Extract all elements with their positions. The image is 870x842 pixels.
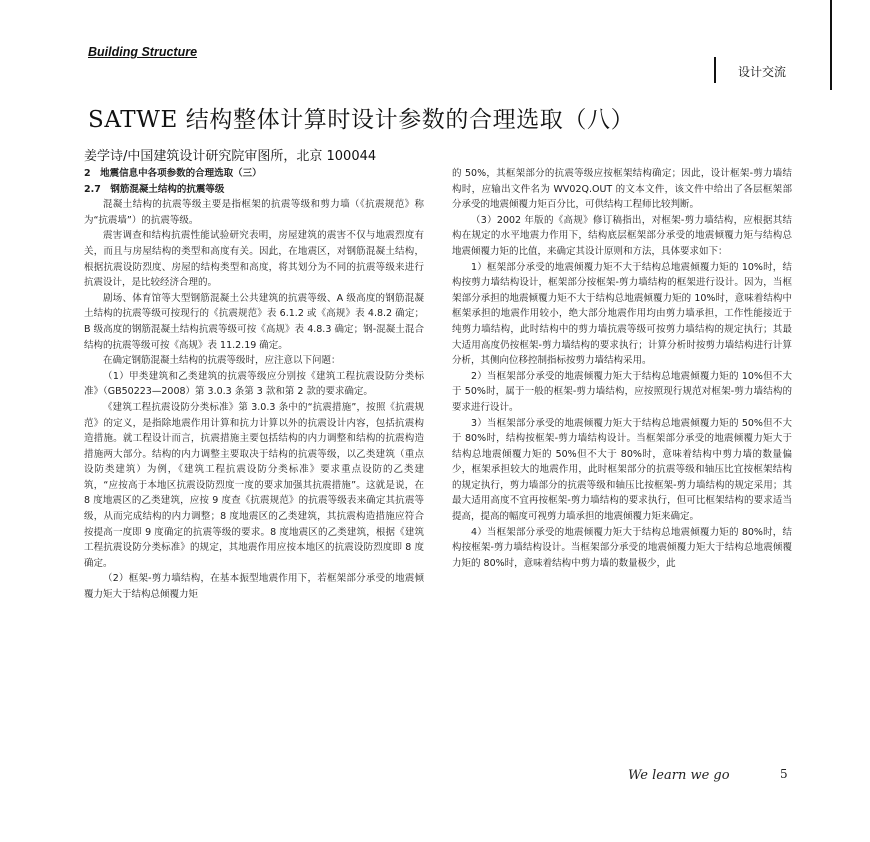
journal-name: Building Structure xyxy=(88,45,198,59)
paragraph: （2）框架-剪力墙结构，在基本振型地震作用下，若框架部分承受的地震倾覆力矩大于结构总倾覆力矩 xyxy=(84,573,424,601)
paragraph: 剧场、体育馆等大型钢筋混凝土公共建筑的抗震等级、A 级高度的钢筋混凝土结构的抗震等级可按现行的《抗震规范》表 6.1.2 或《高规》表 4.8.2 确定；B 级高度的钢筋混凝土结构抗震等级可按《高规》表 4.8.3 确定；钢-混凝土混合结构的抗震等级可按《高规》表 11.2.19 确定。 xyxy=(84,292,424,351)
list-item: 2）当框架部分承受的地震倾覆力矩大于结构总地震倾覆力矩的 10%但不大于 50%时，属于一般的框架-剪力墙结构，应按照现行规范对框架-剪力墙结构的要求进行设计。 xyxy=(452,370,792,413)
paragraph: 《建筑工程抗震设防分类标准》第 3.0.3 条中的“抗震措施”，按照《抗震规范》的定义，是指除地震作用计算和抗力计算以外的抗震设计内容，包括抗震构造措施。就工程设计而言，抗震措施主要包括结构的内力调整和结构的抗震构造措施两大部分。结构的内力调整主要取决于结构的抗震等级，以乙类建筑（重点设防类建筑）为例，《建筑工程抗震设防分类标准》要求重点设防的乙类建筑，“应按高于本地区抗震设防烈度一度的要求加强其抗震措施”。这就是说，在 8 度地震区的乙类建筑，应按 9 度查《抗震规范》的抗震等级表来确定其抗震等级，从而完成结构的内力调整；8 度地震区的乙类建筑，其抗震构造措施应符合按提高一度即 9 度确定的抗震等级的要求。8 度地震区的乙类建筑，根据《建筑工程抗震设防分类标准》的规定，其地震作用应按本地区的抗震设防烈度即 8 度确定。 xyxy=(84,401,424,569)
section-tag: 设计交流 xyxy=(738,65,787,79)
list-item: 1）框架部分承受的地震倾覆力矩不大于结构总地震倾覆力矩的 10%时，结构按剪力墙结构设计，框架部分按框架-剪力墙结构的框架进行设计。因为，当框架部分承担的地震倾覆力矩不大于结构总地震倾覆力矩的 10%时，意味着结构中框架承担的地震作用较小，绝大部分地震作用均由剪力墙承担，工作性能接近于纯剪力墙结构，此时结构中的剪力墙抗震等级可按剪力墙结构的规定执行；其最大适用高度仍按框架-剪力墙结构的要求执行；计算分析时按剪力墙结构进行计算分析，其侧向位移控制指标按剪力墙结构采用。 xyxy=(452,261,792,367)
left-column xyxy=(84,166,424,603)
paragraph: （3）2002 年版的《高规》修订稿指出，对框架-剪力墙结构，应根据其结构在规定的水平地震力作用下，结构底层框架部分承受的地震倾覆力矩与结构总地震倾覆力矩的比值，来确定其设计原则和方法，具体要求如下： xyxy=(452,214,792,257)
header-divider-vertical xyxy=(830,0,832,90)
section-tag-rule xyxy=(714,57,716,83)
article-title: SATWE 结构整体计算时设计参数的合理选取（八） xyxy=(88,107,635,133)
paragraph: 在确定钢筋混凝土结构的抗震等级时，应注意以下问题： xyxy=(103,355,341,367)
paragraph: 震害调查和结构抗震性能试验研究表明，房屋建筑的震害不仅与地震烈度有关，而且与房屋结构的类型和高度有关。因此，在地震区，对钢筋混凝土结构，根据抗震设防烈度、房屋的结构类型和高度，将其划分为不同的抗震等级来进行抗震设计，是比较经济合理的。 xyxy=(84,230,424,289)
subsection-heading: 2.7 钢筋混凝土结构的抗震等级 xyxy=(84,183,225,195)
page-number: 5 xyxy=(780,767,788,781)
list-item: 3）当框架部分承受的地震倾覆力矩大于结构总地震倾覆力矩的 50%但不大于 80%时，结构按框架-剪力墙结构设计。当框架部分承受的地震倾覆力矩大于结构总地震倾覆力矩的 50%但不大于 80%时，意味着结构中剪力墙的数量偏少，框架承担较大的地震作用，此时框架部分的抗震等级和轴压比宜按框架结构的规定执行，剪力墙部分的抗震等级和轴压比按框架-剪力墙结构的规定采用；其最大适用高度不宜再按框架-剪力墙结构的要求执行，但可比框架结构的要求适当提高，提高的幅度可视剪力墙承担的地震倾覆力矩来确定。 xyxy=(452,417,792,523)
paragraph: （1）甲类建筑和乙类建筑的抗震等级应分别按《建筑工程抗震设防分类标准》（GB50223—2008）第 3.0.3 条第 3 款和第 2 款的要求确定。 xyxy=(84,370,424,398)
paragraph: 混凝土结构的抗震等级主要是指框架的抗震等级和剪力墙（《抗震规范》称为“抗震墙”）的抗震等级。 xyxy=(84,199,424,226)
right-column xyxy=(452,166,792,571)
list-item: 4）当框架部分承受的地震倾覆力矩大于结构总地震倾覆力矩的 80%时，结构按框架-剪力墙结构设计。当框架部分承受的地震倾覆力矩大于结构总地震倾覆力矩的 80%时，意味着结构中剪力墙的数量极少，此 xyxy=(452,526,792,569)
section-heading: 2 地震信息中各项参数的合理选取（三） xyxy=(84,168,262,179)
article-byline: 姜学诗/中国建筑设计研究院审图所，北京 100044 xyxy=(84,149,377,164)
paragraph-continued: 的 50%，其框架部分的抗震等级应按框架结构确定；因此，设计框架-剪力墙结构时，应输出文件名为 WV02Q.OUT 的文本文件，该文件中给出了各层框架部分承受的地震倾覆力矩百分比，可供结构工程师比较判断。 xyxy=(452,168,792,211)
footer-slogan: We learn we go xyxy=(628,768,730,783)
